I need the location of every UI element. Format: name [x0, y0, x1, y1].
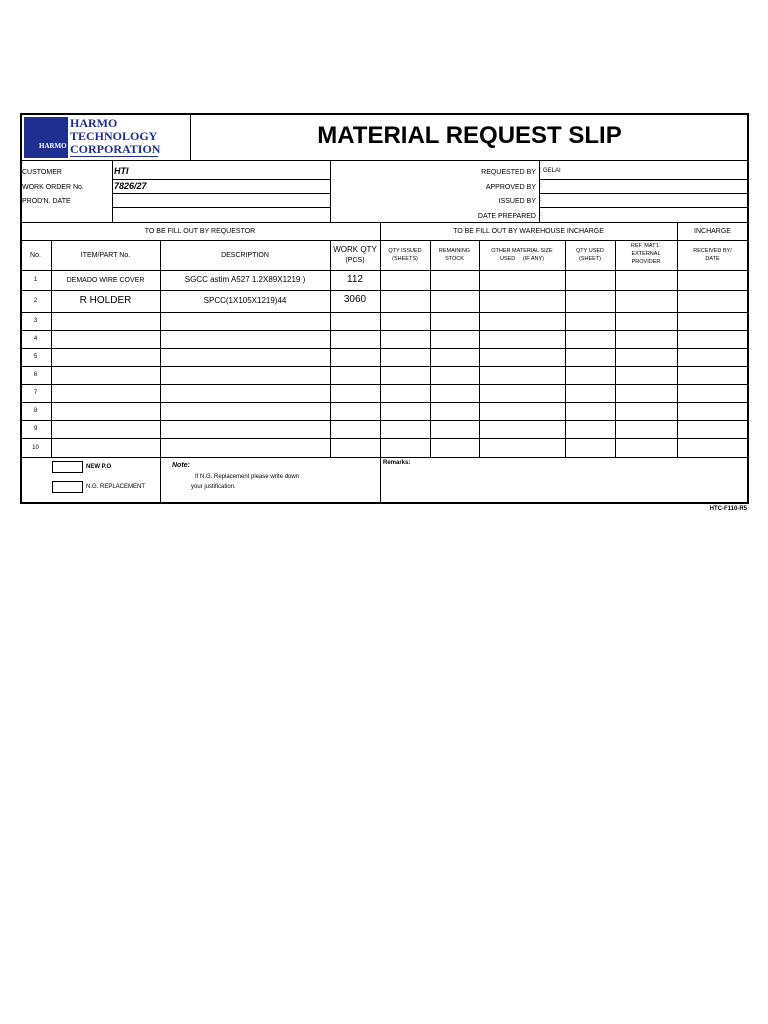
row-1-no: 1: [33, 277, 38, 283]
section-requestor: TO BE FILL OUT BY REQUESTOR: [144, 228, 256, 235]
row-1-item[interactable]: DEMADO WIRE COVER: [66, 277, 145, 284]
company-name-line-2: TECHNOLOGY: [70, 129, 158, 143]
row-6-no: 6: [33, 372, 38, 378]
col-other-material-1: OTHER MATERIAL SIZE: [491, 248, 553, 254]
col-received-1: RECEIVED BY/: [693, 248, 732, 254]
approved-by-colon: :: [540, 183, 542, 189]
col-received-2: DATE: [705, 256, 720, 262]
col-other-material-2: USED (IF ANY): [499, 256, 544, 262]
row-7-no: 7: [33, 390, 38, 396]
company-name-line-1: HARMO: [70, 116, 118, 130]
date-prepared-colon: :: [540, 212, 542, 218]
col-item: ITEM/PART No.: [80, 252, 131, 259]
col-ref-matl-2: EXTERNAL: [631, 251, 661, 257]
date-prepared-label: DATE PREPARED: [477, 213, 536, 220]
section-warehouse: TO BE FILL OUT BY WAREHOUSE INCHARGE: [453, 228, 604, 235]
col-no: No.: [30, 252, 41, 259]
requested-by-value[interactable]: GELAI: [543, 168, 561, 174]
col-work-qty-2: (PCS): [345, 257, 365, 264]
row-4-no: 4: [33, 336, 38, 342]
row-2-no: 2: [33, 298, 38, 304]
ng-replacement-checkbox[interactable]: [52, 481, 83, 493]
col-description: DESCRIPTION: [221, 252, 269, 259]
row-2-work-qty[interactable]: 3060: [343, 294, 367, 305]
customer-value[interactable]: HTI: [114, 166, 129, 176]
row-2-item[interactable]: R HOLDER: [79, 295, 132, 306]
issued-by-colon: :: [540, 197, 542, 203]
col-qty-issued-2: (SHEETS): [392, 256, 418, 262]
requested-by-label: REQUESTED BY: [481, 169, 536, 176]
row-3-no: 3: [33, 318, 38, 324]
col-work-qty-1: WORK QTY: [333, 245, 377, 254]
approved-by-label: APPROVED BY: [485, 184, 536, 191]
work-order-value[interactable]: 7826/27: [114, 181, 147, 191]
row-2-description[interactable]: SPCC(1X105X1219)44: [203, 296, 287, 305]
col-remaining-2: STOCK: [445, 256, 464, 262]
col-qty-used-1: QTY USED: [575, 248, 604, 254]
row-1-work-qty[interactable]: 112: [347, 274, 363, 285]
prodn-date-label: PROD'N. DATE: [22, 198, 71, 205]
col-qty-used-2: (SHEET): [579, 256, 601, 262]
customer-label: CUSTOMER: [22, 169, 62, 176]
new-po-label: NEW P.O: [86, 464, 112, 470]
remarks-label: Remarks:: [383, 460, 411, 466]
form-code: HTC-F110-R5: [709, 506, 747, 512]
form-title: MATERIAL REQUEST SLIP: [317, 122, 622, 149]
remarks-area[interactable]: [381, 468, 747, 501]
logo-mark: [24, 117, 68, 158]
requested-by-colon: :: [540, 168, 542, 174]
col-ref-matl-3: PROVIDER: [631, 259, 661, 265]
row-8-no: 8: [33, 408, 38, 414]
col-ref-matl-1: REF. MAT'L.: [630, 243, 662, 249]
work-order-label: WORK ORDER No.: [22, 184, 84, 191]
ng-replacement-label: N.G. REPLACEMENT: [86, 484, 146, 490]
note-line-1: If N.G. Replacement please write down: [195, 474, 300, 480]
col-remaining-1: REMAINING: [438, 248, 471, 254]
row-9-no: 9: [33, 426, 38, 432]
row-5-no: 5: [33, 354, 38, 360]
row-10-no: 10: [32, 445, 39, 451]
col-qty-issued-1: QTY ISSUED: [388, 248, 422, 254]
note-line-2: your justification.: [191, 484, 236, 490]
new-po-checkbox[interactable]: [52, 461, 83, 473]
row-1-description[interactable]: SGCC astim A527 1.2X89X1219 ): [184, 275, 306, 284]
issued-by-label: ISSUED BY: [498, 198, 536, 205]
company-name-line-3: CORPORATION: [70, 142, 161, 156]
logo-mark-text: HARMO: [39, 142, 67, 150]
section-incharge: INCHARGE: [694, 228, 731, 235]
note-label: Note:: [172, 462, 190, 469]
